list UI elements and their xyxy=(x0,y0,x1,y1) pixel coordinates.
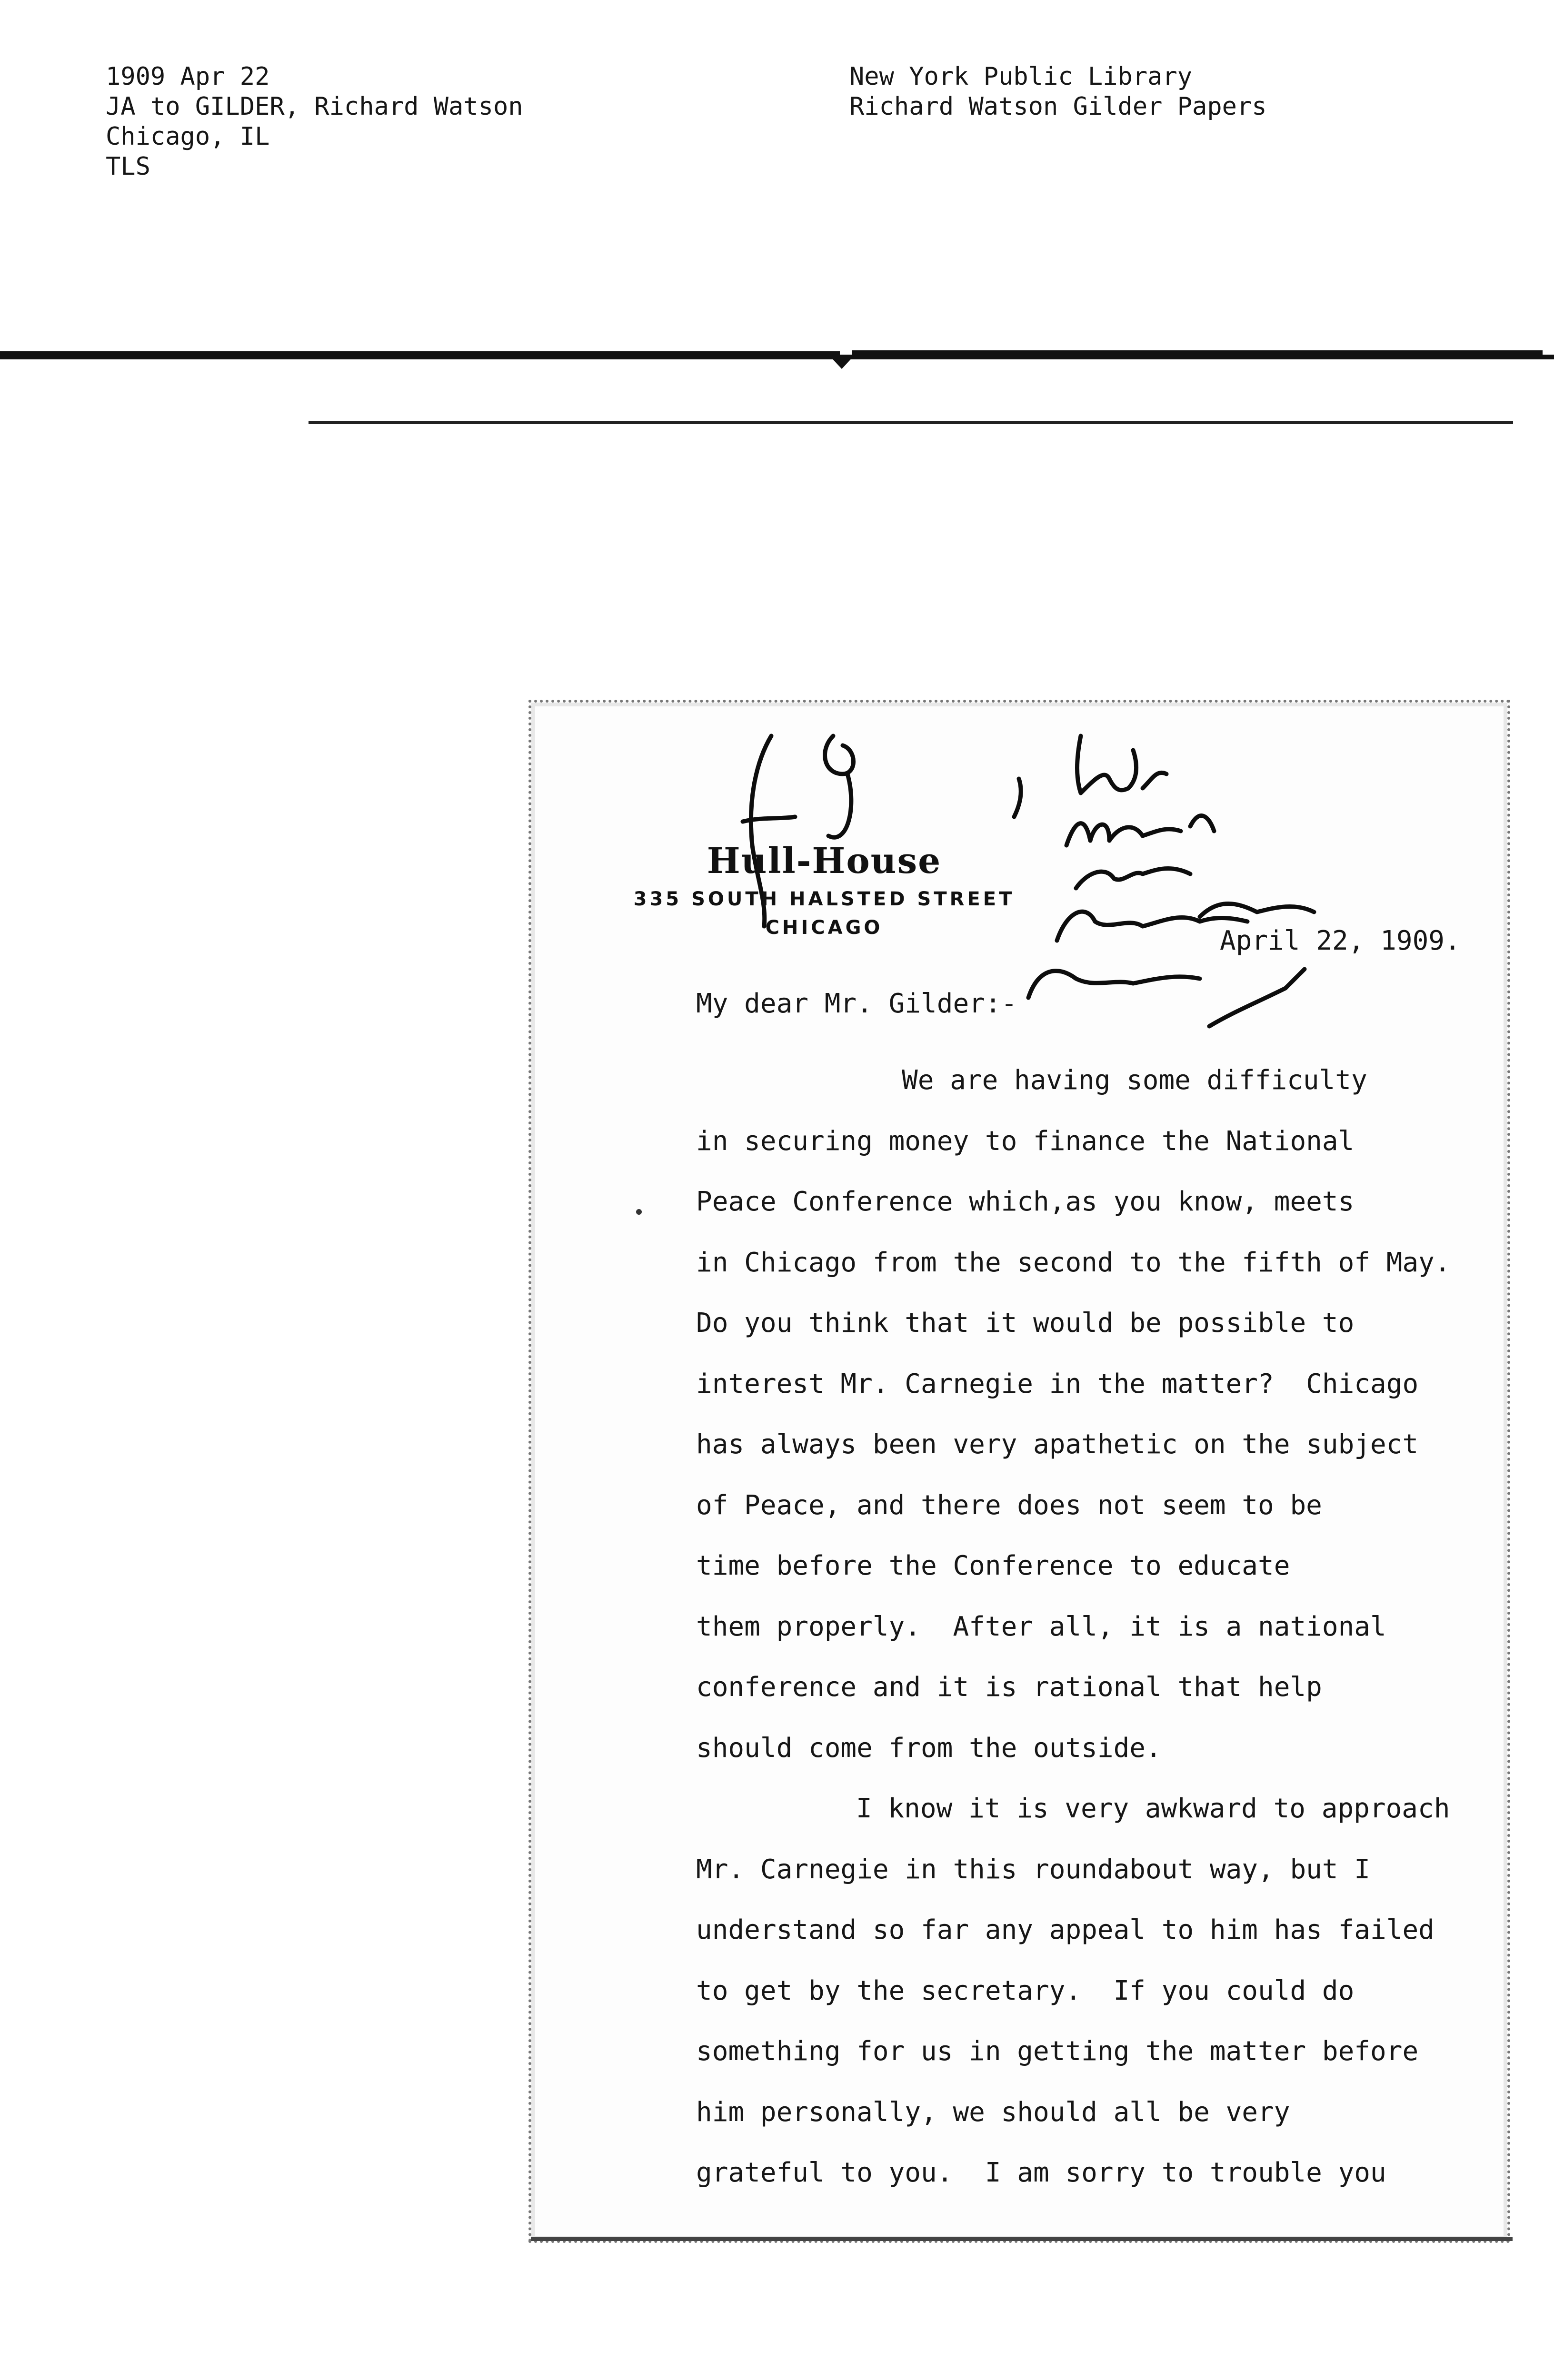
body-line: Peace Conference which,as you know, meets xyxy=(696,1186,1355,1217)
letter-sheet xyxy=(528,700,1510,2243)
catalog-repository: New York Public Library xyxy=(849,62,1193,91)
body-line: something for us in getting the matter before xyxy=(696,2036,1419,2067)
body-line: in securing money to finance the National xyxy=(696,1125,1355,1157)
body-line: understand so far any appeal to him has failed xyxy=(696,1914,1434,1945)
frame-notch xyxy=(828,355,855,369)
frame-divider-right xyxy=(852,350,1543,355)
catalog-card-right xyxy=(849,62,1267,122)
letterhead-address: 335 SOUTH HALSTED STREET xyxy=(633,888,1015,910)
letterhead xyxy=(531,841,1117,939)
body-line: I know it is very awkward to approach xyxy=(856,1793,1450,1824)
horizontal-rule xyxy=(309,421,1513,424)
letterhead-name: Hull-House xyxy=(707,841,942,882)
body-line: Do you think that it would be possible to xyxy=(696,1308,1355,1339)
body-line: We are having some difficulty xyxy=(902,1065,1367,1096)
body-line: them properly. After all, it is a national xyxy=(696,1611,1386,1642)
body-line: has always been very apathetic on the subject xyxy=(696,1429,1419,1460)
body-line: him personally, we should all be very xyxy=(696,2096,1290,2128)
body-line: of Peace, and there does not seem to be xyxy=(696,1489,1322,1521)
scan-speck xyxy=(636,1209,642,1215)
catalog-card xyxy=(0,0,1554,359)
body-line: in Chicago from the second to the fifth of May. xyxy=(696,1247,1451,1278)
body-line: interest Mr. Carnegie in the matter? Chicago xyxy=(696,1368,1419,1399)
catalog-doc-type: TLS xyxy=(106,152,150,181)
catalog-place: Chicago, IL xyxy=(106,122,270,151)
body-line: to get by the secretary. If you could do xyxy=(696,1975,1355,2006)
body-line: Mr. Carnegie in this roundabout way, but I xyxy=(696,1854,1371,1885)
letter-body xyxy=(696,1050,1505,2203)
catalog-date: 1909 Apr 22 xyxy=(106,62,270,91)
catalog-correspondents: JA to GILDER, Richard Watson xyxy=(106,92,523,121)
letter-date: April 22, 1909. xyxy=(1220,925,1461,956)
letter-bottom-edge xyxy=(531,2237,1513,2241)
salutation: My dear Mr. Gilder:- xyxy=(696,988,1017,1019)
letterhead-city: CHICAGO xyxy=(765,917,883,939)
body-line: grateful to you. I am sorry to trouble you xyxy=(696,2157,1386,2188)
catalog-card-left xyxy=(106,62,523,182)
body-line: should come from the outside. xyxy=(696,1732,1162,1764)
frame-divider xyxy=(0,351,840,356)
catalog-collection: Richard Watson Gilder Papers xyxy=(849,92,1267,121)
body-line: conference and it is rational that help xyxy=(696,1672,1322,1703)
body-line: time before the Conference to educate xyxy=(696,1550,1290,1581)
